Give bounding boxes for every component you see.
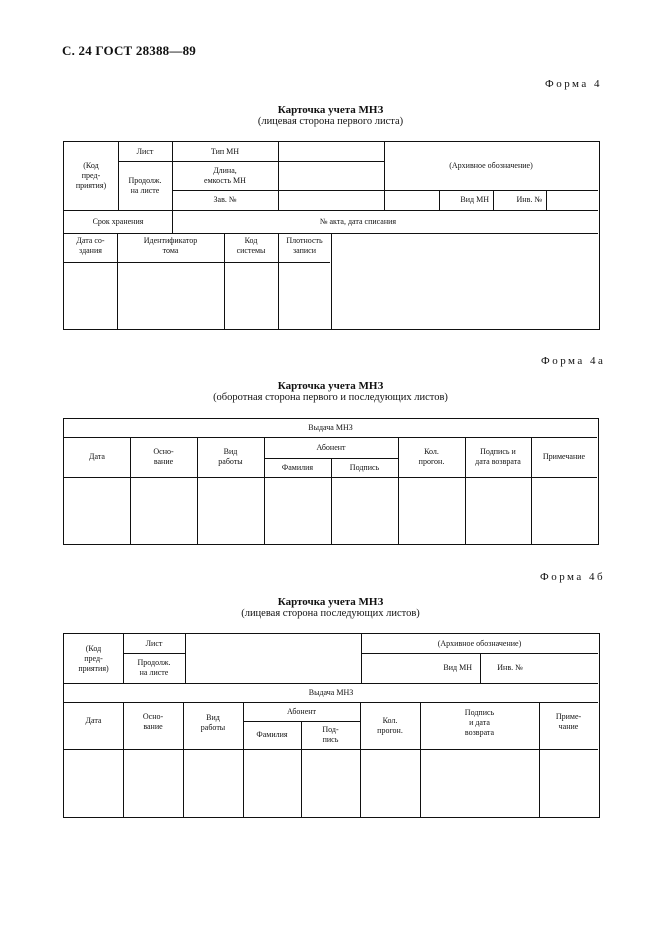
form4b-inv-cell: Инв. № xyxy=(497,663,523,672)
form4-kod-cell: (Код пред- приятия) xyxy=(75,161,107,190)
form4-title: Карточка учета МНЗ xyxy=(277,104,384,116)
form4b-data-cell: Дата xyxy=(85,716,102,725)
form4a-data-cell: Дата xyxy=(89,452,105,461)
form4b-kol-cell: Кол. прогон. xyxy=(377,715,403,735)
form4b-kod-cell: (Код пред- приятия) xyxy=(78,643,109,673)
form4b-arhiv-cell: (Архивное обозначение) xyxy=(437,638,522,648)
form4-dlina-cell: Длина, емкость МН xyxy=(204,165,246,185)
form4b-subtitle: (лицевая сторона последующих листов) xyxy=(241,608,420,619)
form4b-vydacha-cell: Выдача МНЗ xyxy=(308,687,354,697)
form4-plotn-cell: Плотность записи xyxy=(286,236,323,255)
form4-data-sozd-cell: Дата со- здания xyxy=(76,236,105,255)
form4a-subtitle: (оборотная сторона первого и последующих листов) xyxy=(213,392,448,403)
form4b-familiya-cell: Фамилия xyxy=(256,730,288,739)
form4-zav-cell: Зав. № xyxy=(213,195,237,204)
form4-akt-cell: № акта, дата списания xyxy=(319,216,397,226)
form4-arhiv-cell: (Архивное обозначение) xyxy=(449,161,533,170)
form4b-osnovanie-cell: Осно- вание xyxy=(142,712,164,731)
form4a-podpis-data-cell: Подпись и дата возврата xyxy=(475,447,521,466)
form4-label: Форма 4 xyxy=(545,78,603,90)
form4b-vid-raboty-cell: Вид работы xyxy=(200,713,226,732)
form4b-label: Форма 4б xyxy=(540,571,606,583)
form4a-title: Карточка учета МНЗ xyxy=(277,380,384,392)
page-header: С. 24 ГОСТ 28388—89 xyxy=(62,43,196,58)
form4-inv-cell: Инв. № xyxy=(516,195,542,204)
form4a-abonent-cell: Абонент xyxy=(316,442,346,452)
form4a-kol-cell: Кол. прогон. xyxy=(418,447,445,466)
form4-ident-cell: Идентификатор тома xyxy=(143,236,198,255)
form4a-podpis-cell: Подпись xyxy=(349,462,380,472)
form4b-podpis-cell: Под- пись xyxy=(322,725,339,744)
form4a-label: Форма 4а xyxy=(541,355,606,367)
form4a-osnovanie-cell: Осно- вание xyxy=(153,447,174,466)
form4-list-cell: Лист xyxy=(136,146,154,156)
form4a-primech-cell: Примечание xyxy=(542,452,586,461)
form4b-vid-mn-cell: Вид МН xyxy=(443,663,472,672)
form4b-podpis-data-cell: Подпись и дата возврата xyxy=(464,708,495,737)
form4b-title: Карточка учета МНЗ xyxy=(277,596,384,608)
form4-kod-sys-cell: Код системы xyxy=(236,236,266,255)
form4-vid-mn-cell: Вид МН xyxy=(460,195,489,204)
form4a-vid-raboty-cell: Вид работы xyxy=(218,447,243,466)
form4-subtitle: (лицевая сторона первого листа) xyxy=(257,116,404,127)
form4a-table xyxy=(63,418,599,545)
form4b-list-cell: Лист xyxy=(145,638,163,648)
form4b-table xyxy=(63,633,600,818)
form4b-primech-cell: Приме- чание xyxy=(555,712,582,731)
form4b-abonent-cell: Абонент xyxy=(286,706,317,716)
form4a-vydacha-cell: Выдача МНЗ xyxy=(308,423,353,432)
form4-srok-cell: Срок хранения xyxy=(92,216,144,226)
form4-table xyxy=(63,141,600,330)
form4-prodolzh-cell: Продолж. на листе xyxy=(128,175,162,195)
form4a-familiya-cell: Фамилия xyxy=(281,462,314,472)
form4-tip-mn-cell: Тип МН xyxy=(210,146,240,156)
form4b-prodolzh-cell: Продолж. на листе xyxy=(137,658,171,677)
